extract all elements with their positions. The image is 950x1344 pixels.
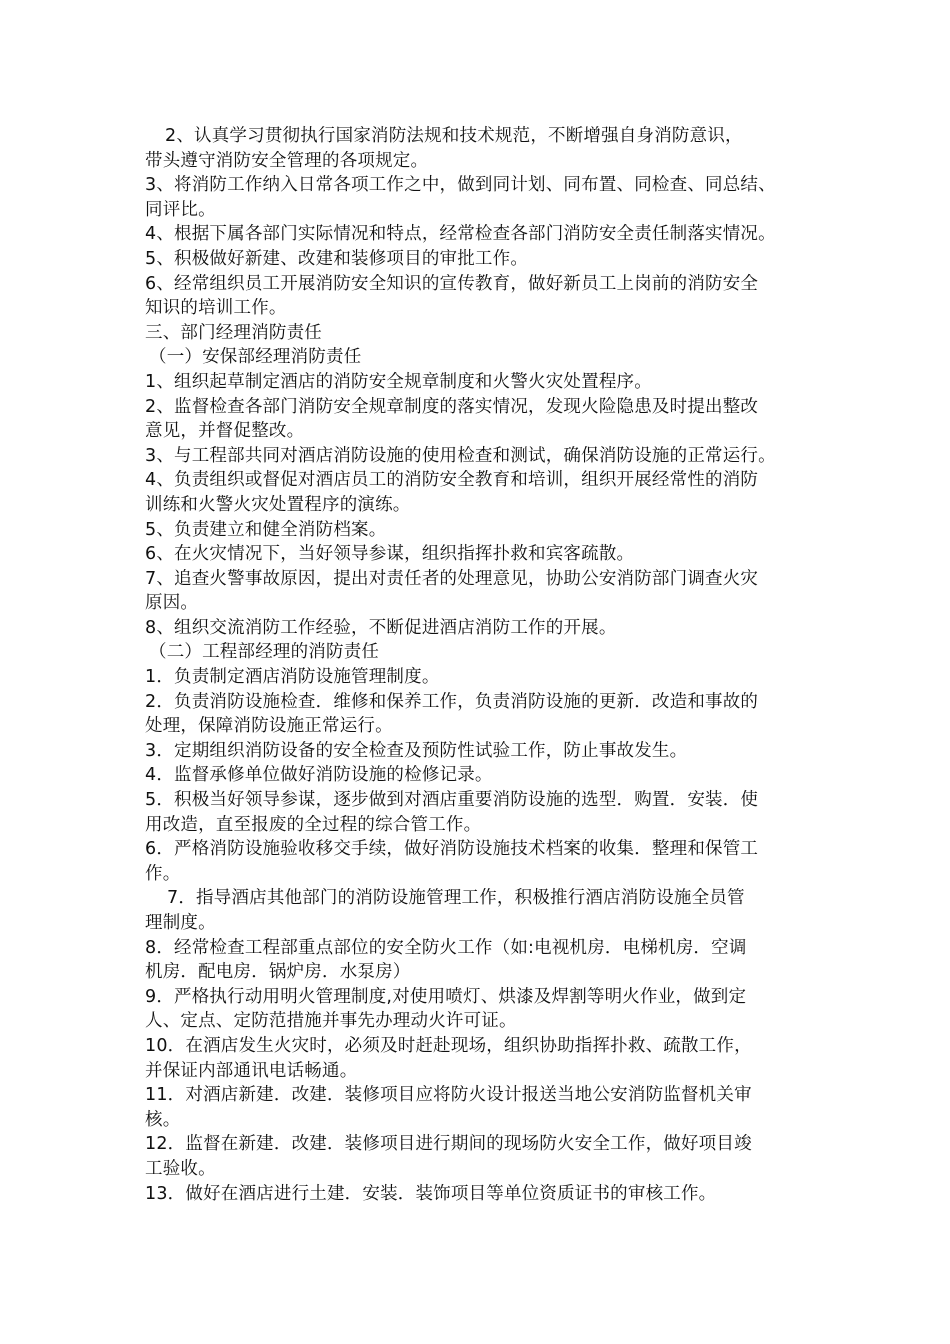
text-line: 知识的培训工作。 (145, 298, 287, 319)
text-line: 5、负责建立和健全消防档案。 (145, 519, 387, 540)
text-line: 工验收。 (145, 1158, 216, 1179)
text-line: 核。 (145, 1109, 181, 1130)
text-line: 6．严格消防设施验收移交手续，做好消防设施技术档案的收集．整理和保管工 (145, 839, 759, 860)
text-line: 用改造，直至报废的全过程的综合管工作。 (145, 814, 482, 835)
text-line: 3、与工程部共同对酒店消防设施的使用检查和测试，确保消防设施的正常运行。 (145, 445, 776, 466)
text-line: 同评比。 (145, 199, 216, 220)
text-line: 4．监督承修单位做好消防设施的检修记录。 (145, 765, 493, 786)
text-line: 8、组织交流消防工作经验，不断促进酒店消防工作的开展。 (145, 617, 617, 638)
text-line: 11．对酒店新建．改建．装修项目应将防火设计报送当地公安消防监督机关审 (145, 1085, 752, 1106)
document-body (145, 124, 825, 1206)
text-line: 2、监督检查各部门消防安全规章制度的落实情况，发现火险隐患及时提出整改 (145, 396, 759, 417)
text-line: 2．负责消防设施检查．维修和保养工作，负责消防设施的更新．改造和事故的 (145, 691, 759, 712)
subsection-heading: （二）工程部经理的消防责任 (149, 642, 380, 663)
text-line: 5．积极当好领导参谋，逐步做到对酒店重要消防设施的选型．购置．安装．使 (145, 790, 759, 811)
section-heading: 三、部门经理消防责任 (145, 322, 322, 343)
text-line: 作。 (145, 863, 181, 884)
text-line: 2、认真学习贯彻执行国家消防法规和技术规范，不断增强自身消防意识， (165, 126, 743, 146)
text-line: 10．在酒店发生火灾时，必须及时赶赴现场，组织协助指挥扑救、疏散工作， (145, 1035, 752, 1056)
text-line: 并保证内部通讯电话畅通。 (145, 1060, 358, 1081)
text-line: 1．负责制定酒店消防设施管理制度。 (145, 667, 440, 688)
text-line: 1、组织起草制定酒店的消防安全规章制度和火警火灾处置程序。 (145, 371, 652, 392)
subsection-heading: （一）安保部经理消防责任 (149, 347, 362, 368)
text-line: 带头遵守消防安全管理的各项规定。 (145, 150, 429, 171)
text-line: 处理，保障消防设施正常运行。 (145, 716, 393, 737)
text-line: 理制度。 (145, 913, 216, 933)
text-line: 7．指导酒店其他部门的消防设施管理工作，积极推行酒店消防设施全员管 (167, 888, 745, 909)
text-line: 9．严格执行动用明火管理制度,对使用喷灯、烘漆及焊割等明火作业，做到定 (145, 986, 747, 1007)
text-line: 意见，并督促整改。 (145, 421, 305, 442)
text-line: 4、根据下属各部门实际情况和特点，经常检查各部门消防安全责任制落实情况。 (145, 224, 776, 245)
text-line: 8．经常检查工程部重点部位的安全防火工作（如:电视机房．电梯机房．空调 (145, 937, 747, 958)
text-line: 12．监督在新建．改建．装修项目进行期间的现场防火安全工作，做好项目竣 (145, 1134, 752, 1155)
text-line: 13．做好在酒店进行土建．安装．装饰项目等单位资质证书的审核工作。 (145, 1183, 717, 1204)
text-line: 3．定期组织消防设备的安全检查及预防性试验工作，防止事故发生。 (145, 740, 688, 761)
text-line: 4、负责组织或督促对酒店员工的消防安全教育和培训，组织开展经常性的消防 (145, 470, 759, 491)
text-line: 5、积极做好新建、改建和装修项目的审批工作。 (145, 248, 529, 269)
text-line: 3、将消防工作纳入日常各项工作之中，做到同计划、同布置、同检查、同总结、 (145, 175, 776, 196)
text-line: 6、在火灾情况下，当好领导参谋，组织指挥扑救和宾客疏散。 (145, 544, 635, 565)
text-line: 机房．配电房．锅炉房．水泵房） (145, 962, 411, 983)
text-line: 7、追查火警事故原因，提出对责任者的处理意见，协助公安消防部门调查火灾 (145, 568, 759, 589)
text-line: 人、定点、定防范措施并事先办理动火许可证。 (145, 1011, 517, 1032)
text-line: 6、经常组织员工开展消防安全知识的宣传教育，做好新员工上岗前的消防安全 (145, 273, 759, 294)
text-line: 训练和火警火灾处置程序的演练。 (145, 494, 411, 515)
text-line: 原因。 (145, 593, 199, 614)
